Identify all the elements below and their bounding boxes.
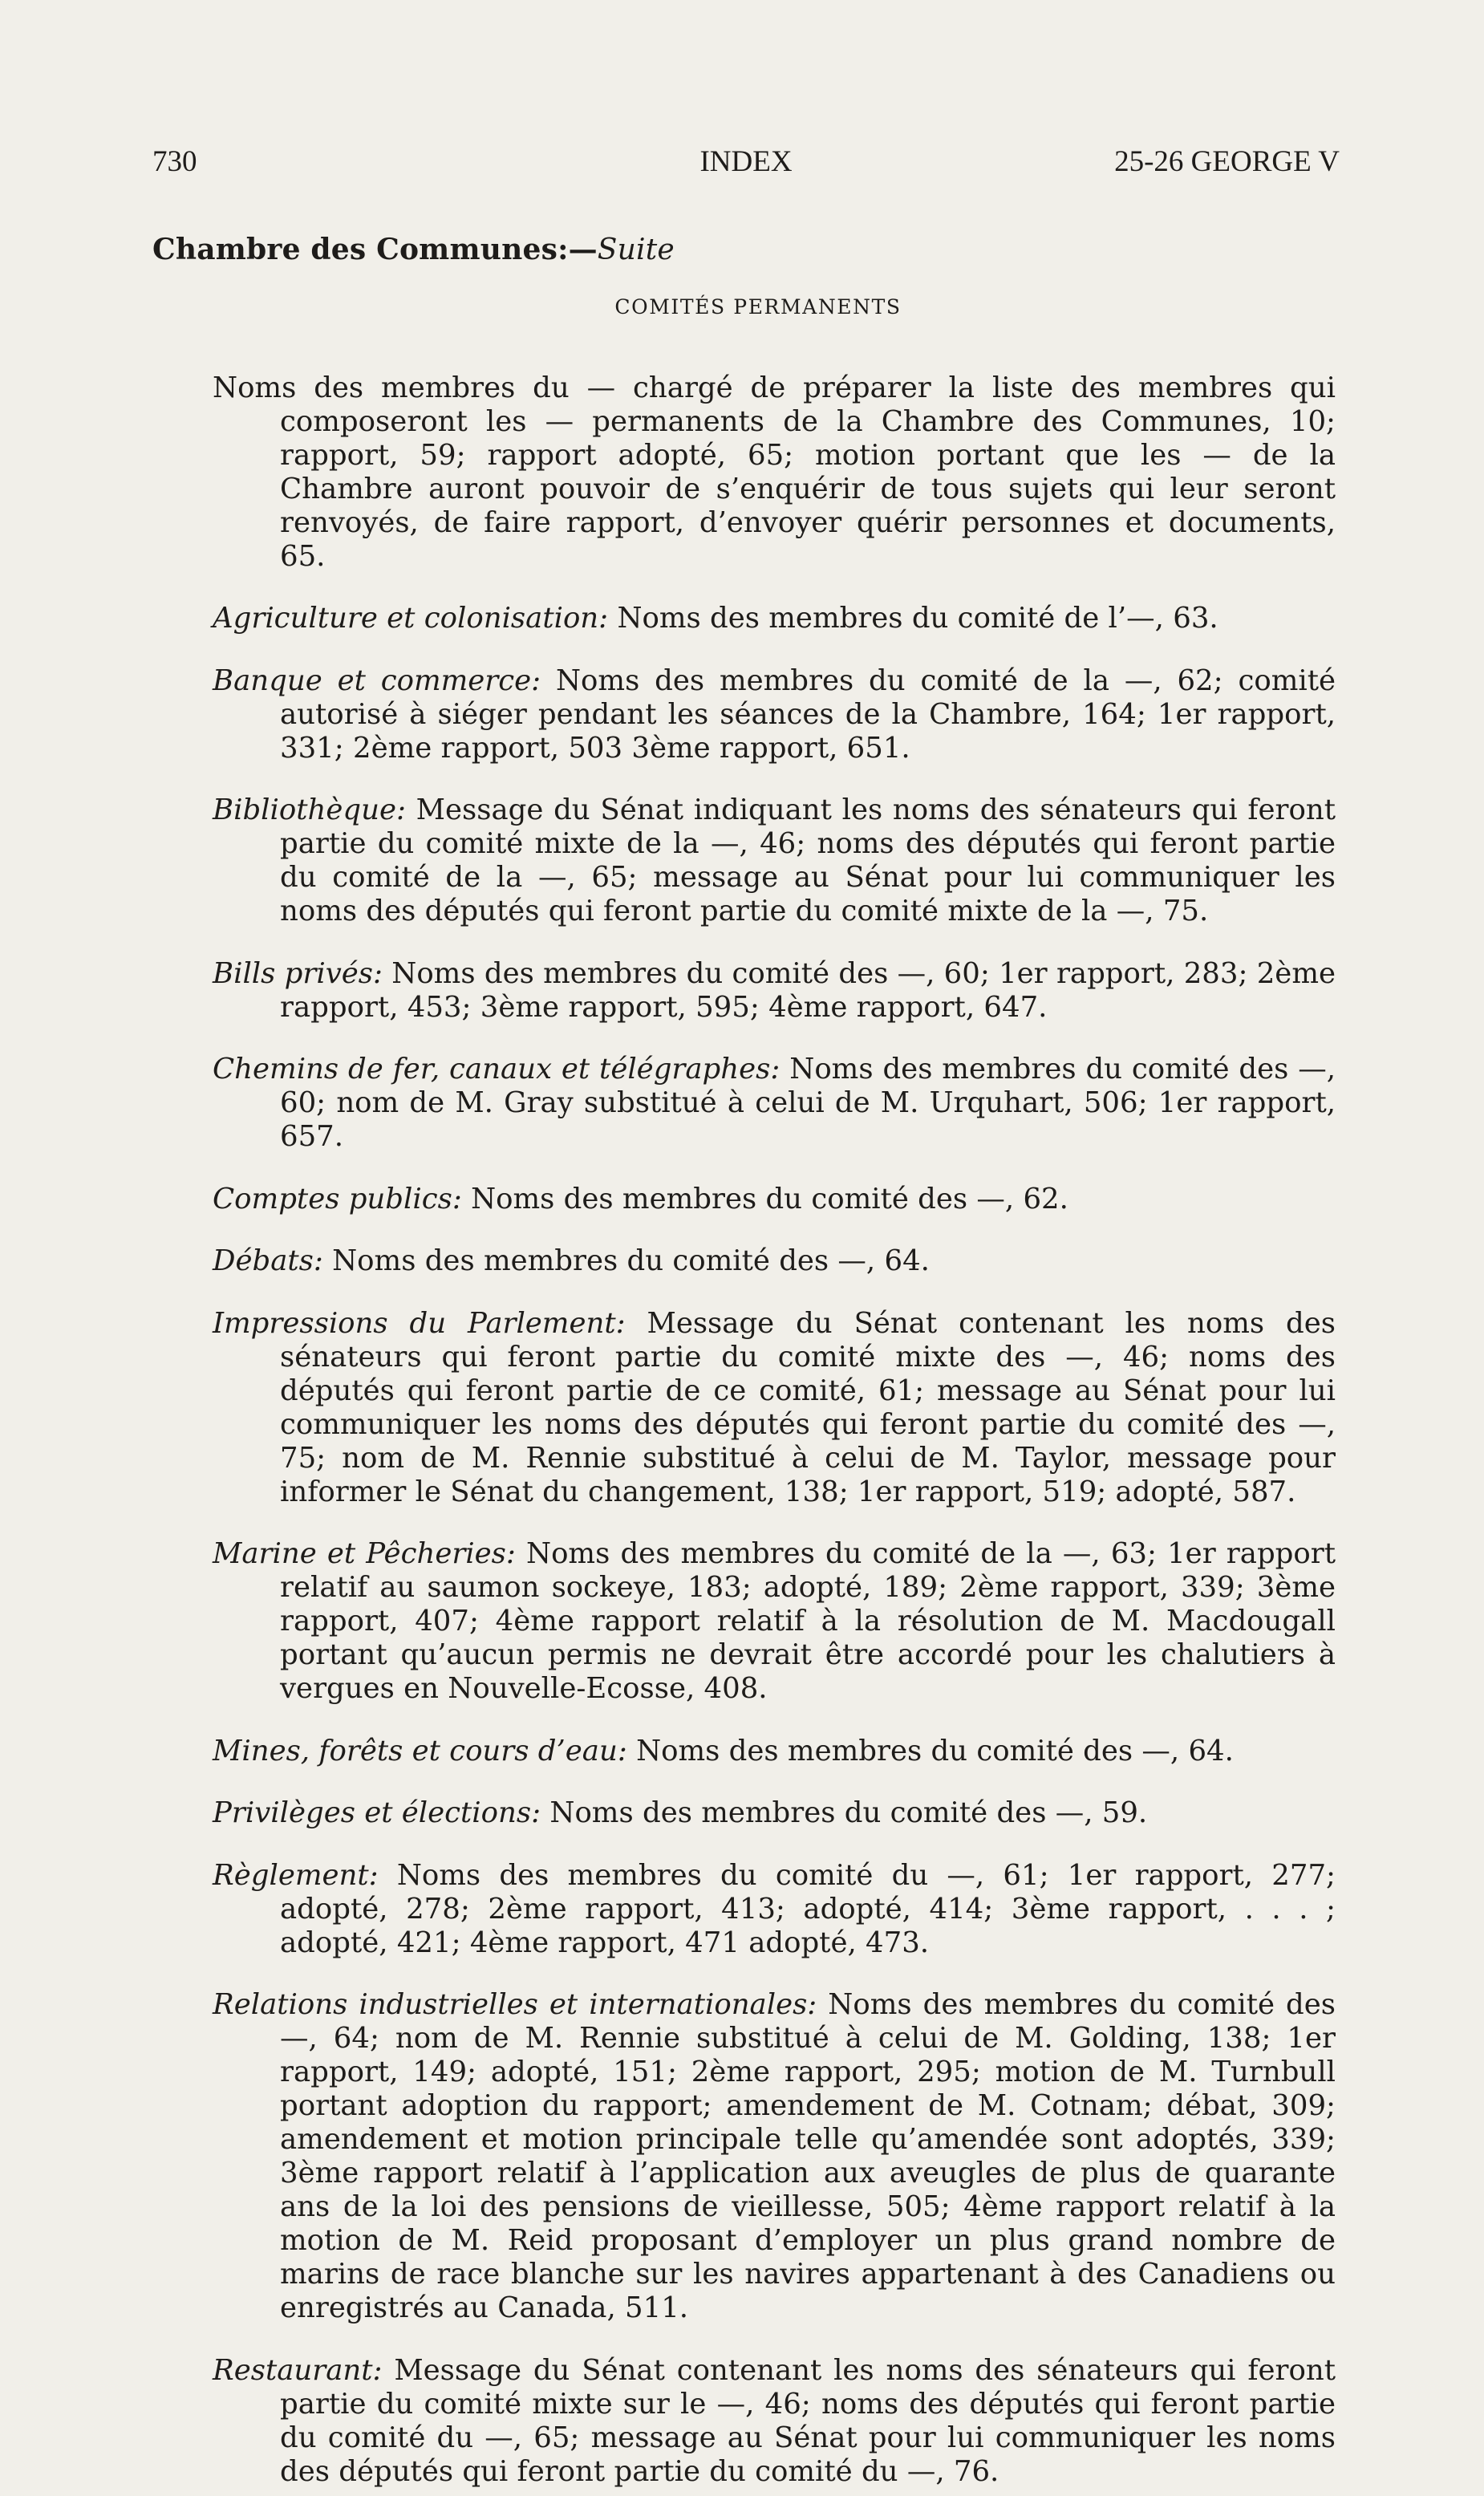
subsection-heading: COMITÉS PERMANENTS	[614, 295, 902, 319]
entry-term: Privilèges et élections:	[213, 1796, 541, 1829]
page-number: 730	[152, 145, 197, 178]
index-entry	[213, 1244, 1336, 1278]
entry-text: Noms des membres du comité des —, 64.	[332, 1244, 930, 1277]
index-entry	[213, 371, 1336, 574]
index-entry	[213, 1735, 1336, 1768]
entry-term: Comptes publics:	[213, 1182, 462, 1216]
entry-text: Noms des membres du comité du —, 61; 1er rapport, 277; adopté, 278; 2ème rapport, 413; adopté, 414; 3ème rapport, . . . ; adopté, 421; 4ème rapport, 471 adopté, 473.	[280, 1858, 1336, 1959]
index-entry	[213, 1053, 1336, 1154]
volume-label: 25-26 GEORGE V	[1114, 145, 1340, 178]
entry-text: Noms des membres du — chargé de préparer la liste des membres qui composeront les — permanents de la Chambre des Communes, 10; rapport, 59; rapport adopté, 65; motion portant que les — de la Chambre auront pouvoir de s’enquérir de tous sujets qui leur seront renvoyés, de faire rapport, d’envoyer quérir personnes et documents, 65.	[213, 371, 1336, 573]
index-entries	[213, 343, 1336, 2496]
section-heading-text: Chambre des Communes:	[152, 233, 569, 266]
index-entry	[213, 1307, 1336, 1509]
section-heading	[152, 233, 675, 266]
entry-text: Noms des membres du comité de l’—, 63.	[617, 602, 1218, 635]
entry-term: Règlement:	[213, 1858, 379, 1892]
index-entry	[213, 602, 1336, 635]
index-entry	[213, 957, 1336, 1025]
entry-text: Noms des membres du comité des —, 64.	[636, 1734, 1234, 1767]
entry-text: Noms des membres du comité de la —, 63; 1er rapport relatif au saumon sockeye, 183; adopté, 189; 2ème rapport, 339; 3ème rapport, 407; 4ème rapport relatif à la résolution de M. Macdougall portant qu’aucun permis ne devrait être accordé pour les chalutiers à vergues en Nouvelle-Ecosse, 408.	[280, 1537, 1336, 1705]
entry-term: Restaurant:	[213, 2353, 383, 2387]
entry-text: Noms des membres du comité des —, 62.	[471, 1182, 1068, 1216]
entry-term: Agriculture et colonisation:	[213, 602, 609, 635]
index-entry	[213, 664, 1336, 765]
section-suite-label: Suite	[597, 233, 675, 266]
index-entry	[213, 1183, 1336, 1216]
entry-text: Message du Sénat contenant les noms des sénateurs qui feront partie du comité mixte sur le —, 46; noms des députés qui feront partie du comité du —, 65; message au Sénat pour lui communiquer les noms des députés qui feront partie du comité du —, 76.	[280, 2353, 1336, 2488]
section-heading-dash: —	[568, 233, 598, 266]
entry-term: Bills privés:	[213, 956, 383, 990]
index-entry	[213, 1796, 1336, 1830]
entry-term: Bibliothèque:	[213, 793, 406, 826]
entry-text: Message du Sénat contenant les noms des sénateurs qui feront partie du comité mixte des —, 46; noms des députés qui feront partie de ce comité, 61; message au Sénat pour lui communiquer les noms des députés qui feront partie du comité des —, 75; nom de M. Rennie substitué à celui de M. Taylor, message pour informer le Sénat du changement, 138; 1er rapport, 519; adopté, 587.	[280, 1306, 1336, 1508]
entry-term: Marine et Pêcheries:	[213, 1537, 516, 1570]
entry-text: Noms des membres du comité des —, 60; 1er rapport, 283; 2ème rapport, 453; 3ème rapport, 595; 4ème rapport, 647.	[280, 956, 1336, 1024]
entry-term: Chemins de fer, canaux et télégraphes:	[213, 1053, 781, 1086]
index-entry	[213, 793, 1336, 928]
page-header	[152, 144, 1340, 185]
entry-term: Banque et commerce:	[213, 664, 541, 697]
index-entry	[213, 2354, 1336, 2489]
entry-text: Message du Sénat indiquant les noms des sénateurs qui feront partie du comité mixte de la —, 46; noms des députés qui feront partie du comité de la —, 65; message au Sénat pour lui communiquer les noms des députés qui feront partie du comité mixte de la —, 75.	[280, 793, 1336, 927]
index-entry	[213, 1537, 1336, 1706]
entry-term: Mines, forêts et cours d’eau:	[213, 1734, 627, 1767]
running-title: INDEX	[699, 145, 793, 178]
entry-text: Noms des membres du comité des —, 64; nom de M. Rennie substitué à celui de M. Golding, 138; 1er rapport, 149; adopté, 151; 2ème rapport, 295; motion de M. Turnbull portant adoption du rapport; amendement de M. Cotnam; débat, 309; amendement et motion principale telle qu’amendée sont adoptés, 339; 3ème rapport relatif à l’application aux aveugles de plus de quarante ans de la loi des pensions de vieillesse, 505; 4ème rapport relatif à la motion de M. Reid proposant d’employer un plus grand nombre de marins de race blanche sur les navires appartenant à des Canadiens ou enregistrés au Canada, 511.	[280, 1988, 1336, 2324]
entry-term: Relations industrielles et internationales:	[213, 1988, 817, 2021]
index-entry	[213, 1859, 1336, 1960]
index-entry	[213, 1988, 1336, 2325]
entry-text: Noms des membres du comité des —, 60; nom de M. Gray substitué à celui de M. Urquhart, 506; 1er rapport, 657.	[280, 1053, 1336, 1153]
entry-text: Noms des membres du comité de la —, 62; comité autorisé à siéger pendant les séances de la Chambre, 164; 1er rapport, 331; 2ème rapport, 503 3ème rapport, 651.	[280, 664, 1336, 765]
entry-term: Débats:	[213, 1244, 323, 1277]
entry-term: Impressions du Parlement:	[213, 1306, 626, 1340]
entry-text: Noms des membres du comité des —, 59.	[549, 1796, 1148, 1829]
